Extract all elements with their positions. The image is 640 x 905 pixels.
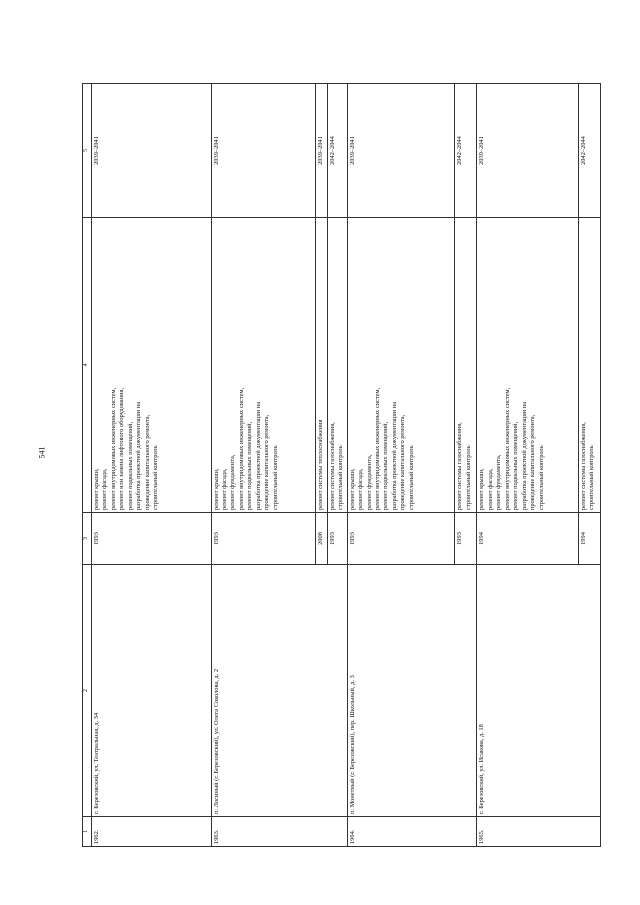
works-cell: ремонт системы теплоснабжения (315, 218, 327, 513)
works-cell: ремонт системы газоснабжения, строительный контроль (455, 218, 477, 513)
period-cell: 2042–2044 (578, 84, 600, 218)
works-cell: ремонт крыши, ремонт фасада, ремонт внутридомовых инженерных систем, ремонт или замена лифтового оборудования, ремонт подвальных помещений, разработка проектной документации на проведение капитального ремонта, строительный контроль (92, 218, 212, 513)
header-row (83, 84, 92, 847)
page-number: 541 (37, 446, 47, 459)
address-cell: п. Монетный (г. Березовский), пер. Школьный, д. 3 (347, 565, 477, 817)
works-cell: ремонт системы газоснабжения, строительный контроль (327, 218, 347, 513)
table-row (211, 84, 315, 847)
year-cell: 1993 (347, 513, 454, 565)
header-col-4: 4 (83, 218, 92, 513)
period-cell: 2042–2044 (327, 84, 347, 218)
period-cell: 2042–2044 (455, 84, 477, 218)
year-cell: 1993 (92, 513, 212, 565)
period-cell: 2039–2041 (315, 84, 327, 218)
capital-repair-table (82, 83, 601, 847)
rotated-table-wrapper (82, 84, 601, 847)
works-cell: ремонт системы газоснабжения, строительный контроль (578, 218, 600, 513)
year-cell: 1993 (211, 513, 315, 565)
period-cell: 2039–2041 (477, 84, 578, 218)
works-cell: ремонт крыши, ремонт фасада, ремонт фундамента, ремонт внутридомовых инженерных систем, ремонт подвальных помещений, разработка проектной документации на проведение капитального ремонта, строительный контроль (211, 218, 315, 513)
period-cell: 2039–2041 (211, 84, 315, 218)
year-cell: 1993 (327, 513, 347, 565)
table-row (477, 84, 578, 847)
period-cell: 2039–2041 (347, 84, 454, 218)
row-number: 1962. (92, 817, 212, 847)
year-cell: 1993 (455, 513, 477, 565)
header-col-2: 2 (83, 565, 92, 817)
year-cell: 2008 (315, 513, 327, 565)
address-cell: г. Березовский, ул. Исакова, д. 18 (477, 565, 601, 817)
row-number: 1963. (211, 817, 347, 847)
table-row (92, 84, 212, 847)
header-col-5: 5 (83, 84, 92, 218)
works-cell: ремонт крыши, ремонт фасада, ремонт фундамента, ремонт внутридомовых инженерных систем, ремонт подвальных помещений, разработка проектной документации на проведение капитального ремонта, строительный контроль (347, 218, 454, 513)
header-col-1: 1 (83, 817, 92, 847)
year-cell: 1994 (578, 513, 600, 565)
header-col-3: 3 (83, 513, 92, 565)
period-cell: 2039–2041 (92, 84, 212, 218)
address-cell: г. Березовский, ул. Театральная, д. 34 (92, 565, 212, 817)
address-cell: п. Лосиный (г. Березовский), ул. Олега Соколова, д. 2 (211, 565, 347, 817)
table-row (347, 84, 454, 847)
row-number: 1964. (347, 817, 477, 847)
works-cell: ремонт крыши, ремонт фасада, ремонт фундамента, ремонт внутридомовых инженерных систем, ремонт подвальных помещений, разработка проектной документации на проведение капитального ремонта, строительный контроль (477, 218, 578, 513)
row-number: 1965. (477, 817, 601, 847)
year-cell: 1994 (477, 513, 578, 565)
